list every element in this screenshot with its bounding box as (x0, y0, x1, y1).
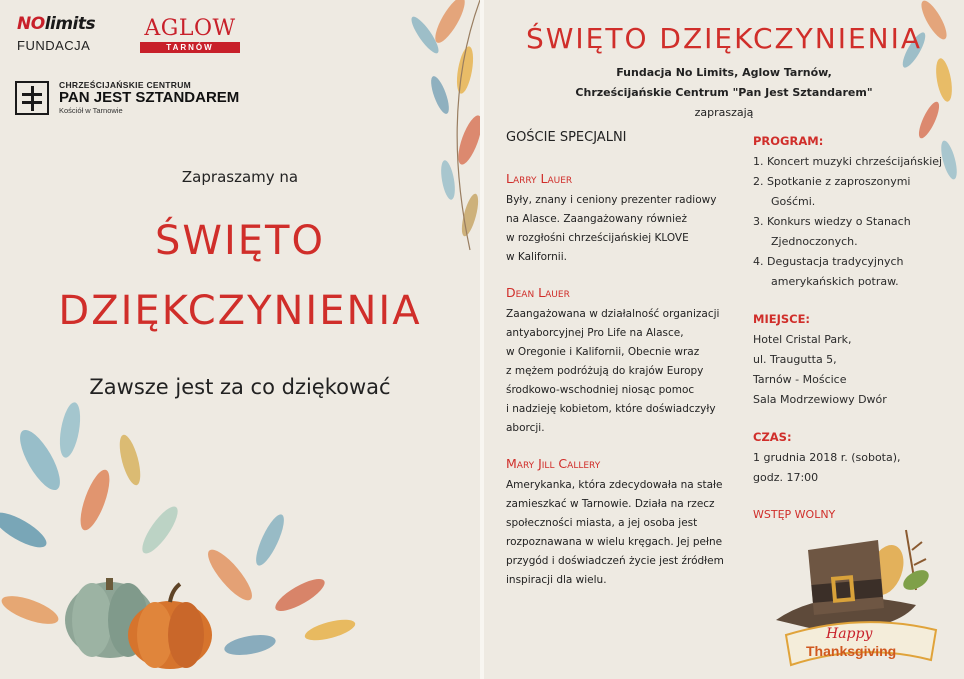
pumpkins-leaves-decoration (0, 390, 380, 679)
place-address (753, 330, 953, 410)
invite-text: Zapraszamy na (181, 168, 299, 186)
guest-bio-line: na Alasce. Zaangażowany również (506, 213, 687, 225)
nolimits-logo (17, 14, 95, 53)
guest-bio-line: w Oregonie i Kalifornii, Obecnie wraz (506, 346, 700, 358)
invites-text: zapraszają (694, 106, 754, 119)
aglow-logo (140, 18, 240, 53)
guest-bio (506, 476, 736, 590)
right-title: ŚWIĘTO DZIĘKCZYNIENIA (525, 22, 923, 55)
nolimits-logo-no: NO (17, 14, 45, 34)
guest-bio-line: Zaangażowana w działalność organizacji (506, 308, 720, 320)
nolimits-logo-rest: limits (44, 14, 96, 34)
time-details (753, 448, 953, 488)
nolimits-logo-sub: FUNDACJA (17, 38, 91, 53)
program-list (753, 152, 953, 292)
guest-bio-line: inspiracji dla wielu. (506, 574, 607, 586)
guest-card (506, 456, 736, 590)
guest-name: Mary Jill Callery (506, 456, 601, 471)
pjs-line2: PAN JEST SZTANDAREM (59, 89, 240, 106)
program-heading: PROGRAM: (753, 134, 824, 148)
program-item: 1. Koncert muzyki chrześcijańskiej (753, 155, 943, 168)
guest-bio-line: rozpoznawana w wielu kręgach. Jej pełne (506, 536, 723, 548)
guest-bio-line: przygód i doświadczeń życie jest źródłem (506, 555, 724, 567)
time-line: 1 grudnia 2018 r. (sobota), (753, 451, 901, 464)
guest-name: Dean Lauer (506, 285, 570, 300)
guest-bio-line: w Kalifornii. (506, 251, 567, 263)
time-line: godz. 17:00 (753, 471, 819, 484)
pjs-line3: Kościół w Tarnowie (59, 106, 123, 115)
guest-bio-line: Amerykanka, która zdecydowała na stałe (506, 479, 723, 491)
special-guests-column (506, 130, 736, 608)
aglow-logo-sub: TARNÓW (140, 42, 240, 53)
aglow-logo-name: AGLOW (144, 16, 236, 41)
guest-card (506, 171, 736, 267)
guest-bio-line: antyaborcyjnej Pro Life na Alasce, (506, 327, 684, 339)
free-entry-label: WSTĘP WOLNY (753, 508, 836, 521)
guest-bio (506, 191, 736, 267)
guest-name: Larry Lauer (506, 171, 573, 186)
right-panel (484, 0, 964, 679)
time-heading: CZAS: (753, 430, 792, 444)
main-title-line1: ŚWIĘTO (155, 218, 325, 264)
organizers-line1: Fundacja No Limits, Aglow Tarnów, (616, 66, 832, 79)
guest-bio-line: środkowo-wschodniej niosąc pomoc (506, 384, 695, 396)
left-panel (0, 0, 480, 679)
guest-bio-line: i nadzieję kobietom, które doświadczyły (506, 403, 716, 415)
badge-thanksgiving-text: Thanksgiving (806, 643, 897, 659)
place-line: Sala Modrzewiowy Dwór (753, 393, 887, 406)
guest-bio-line: aborcji. (506, 422, 545, 434)
program-item: 3. Konkurs wiedzy o Stanach Zjednoczonych. (753, 215, 911, 248)
guest-bio-line: Były, znany i ceniony prezenter radiowy (506, 194, 717, 206)
program-item: 2. Spotkanie z zaproszonymi Gośćmi. (753, 175, 911, 208)
place-heading: MIEJSCE: (753, 312, 811, 326)
place-line: ul. Traugutta 5, (753, 353, 837, 366)
event-details-column (753, 134, 953, 521)
guest-bio-line: zamieszkać w Tarnowie. Działa na rzecz (506, 498, 715, 510)
guest-bio (506, 305, 736, 438)
guest-bio-line: z mężem podróżują do krajów Europy (506, 365, 704, 377)
cross-icon (15, 81, 49, 115)
place-line: Hotel Cristal Park, (753, 333, 852, 346)
guest-bio-line: społeczności miasta, a jej osoba jest (506, 517, 698, 529)
program-item: 4. Degustacja tradycyjnych amerykańskich potraw. (753, 255, 904, 288)
special-guests-heading: GOŚCIE SPECJALNI (506, 130, 627, 145)
thanksgiving-hat-badge (766, 520, 956, 670)
tagline: Zawsze jest za co dziękować (89, 375, 391, 399)
guest-card (506, 285, 736, 438)
guest-bio-line: w rozgłośni chrześcijańskiej KLOVE (506, 232, 689, 244)
organizers-line2: Chrześcijańskie Centrum "Pan Jest Sztandarem" (575, 86, 873, 99)
pan-jest-sztandarem-logo (15, 80, 239, 115)
pjs-line1: CHRZEŚCIJAŃSKIE CENTRUM (59, 80, 192, 90)
main-title-line2: DZIĘKCZYNIENIA (58, 288, 422, 334)
place-line: Tarnów - Mościce (753, 373, 847, 386)
badge-happy-text: Happy (826, 626, 873, 642)
